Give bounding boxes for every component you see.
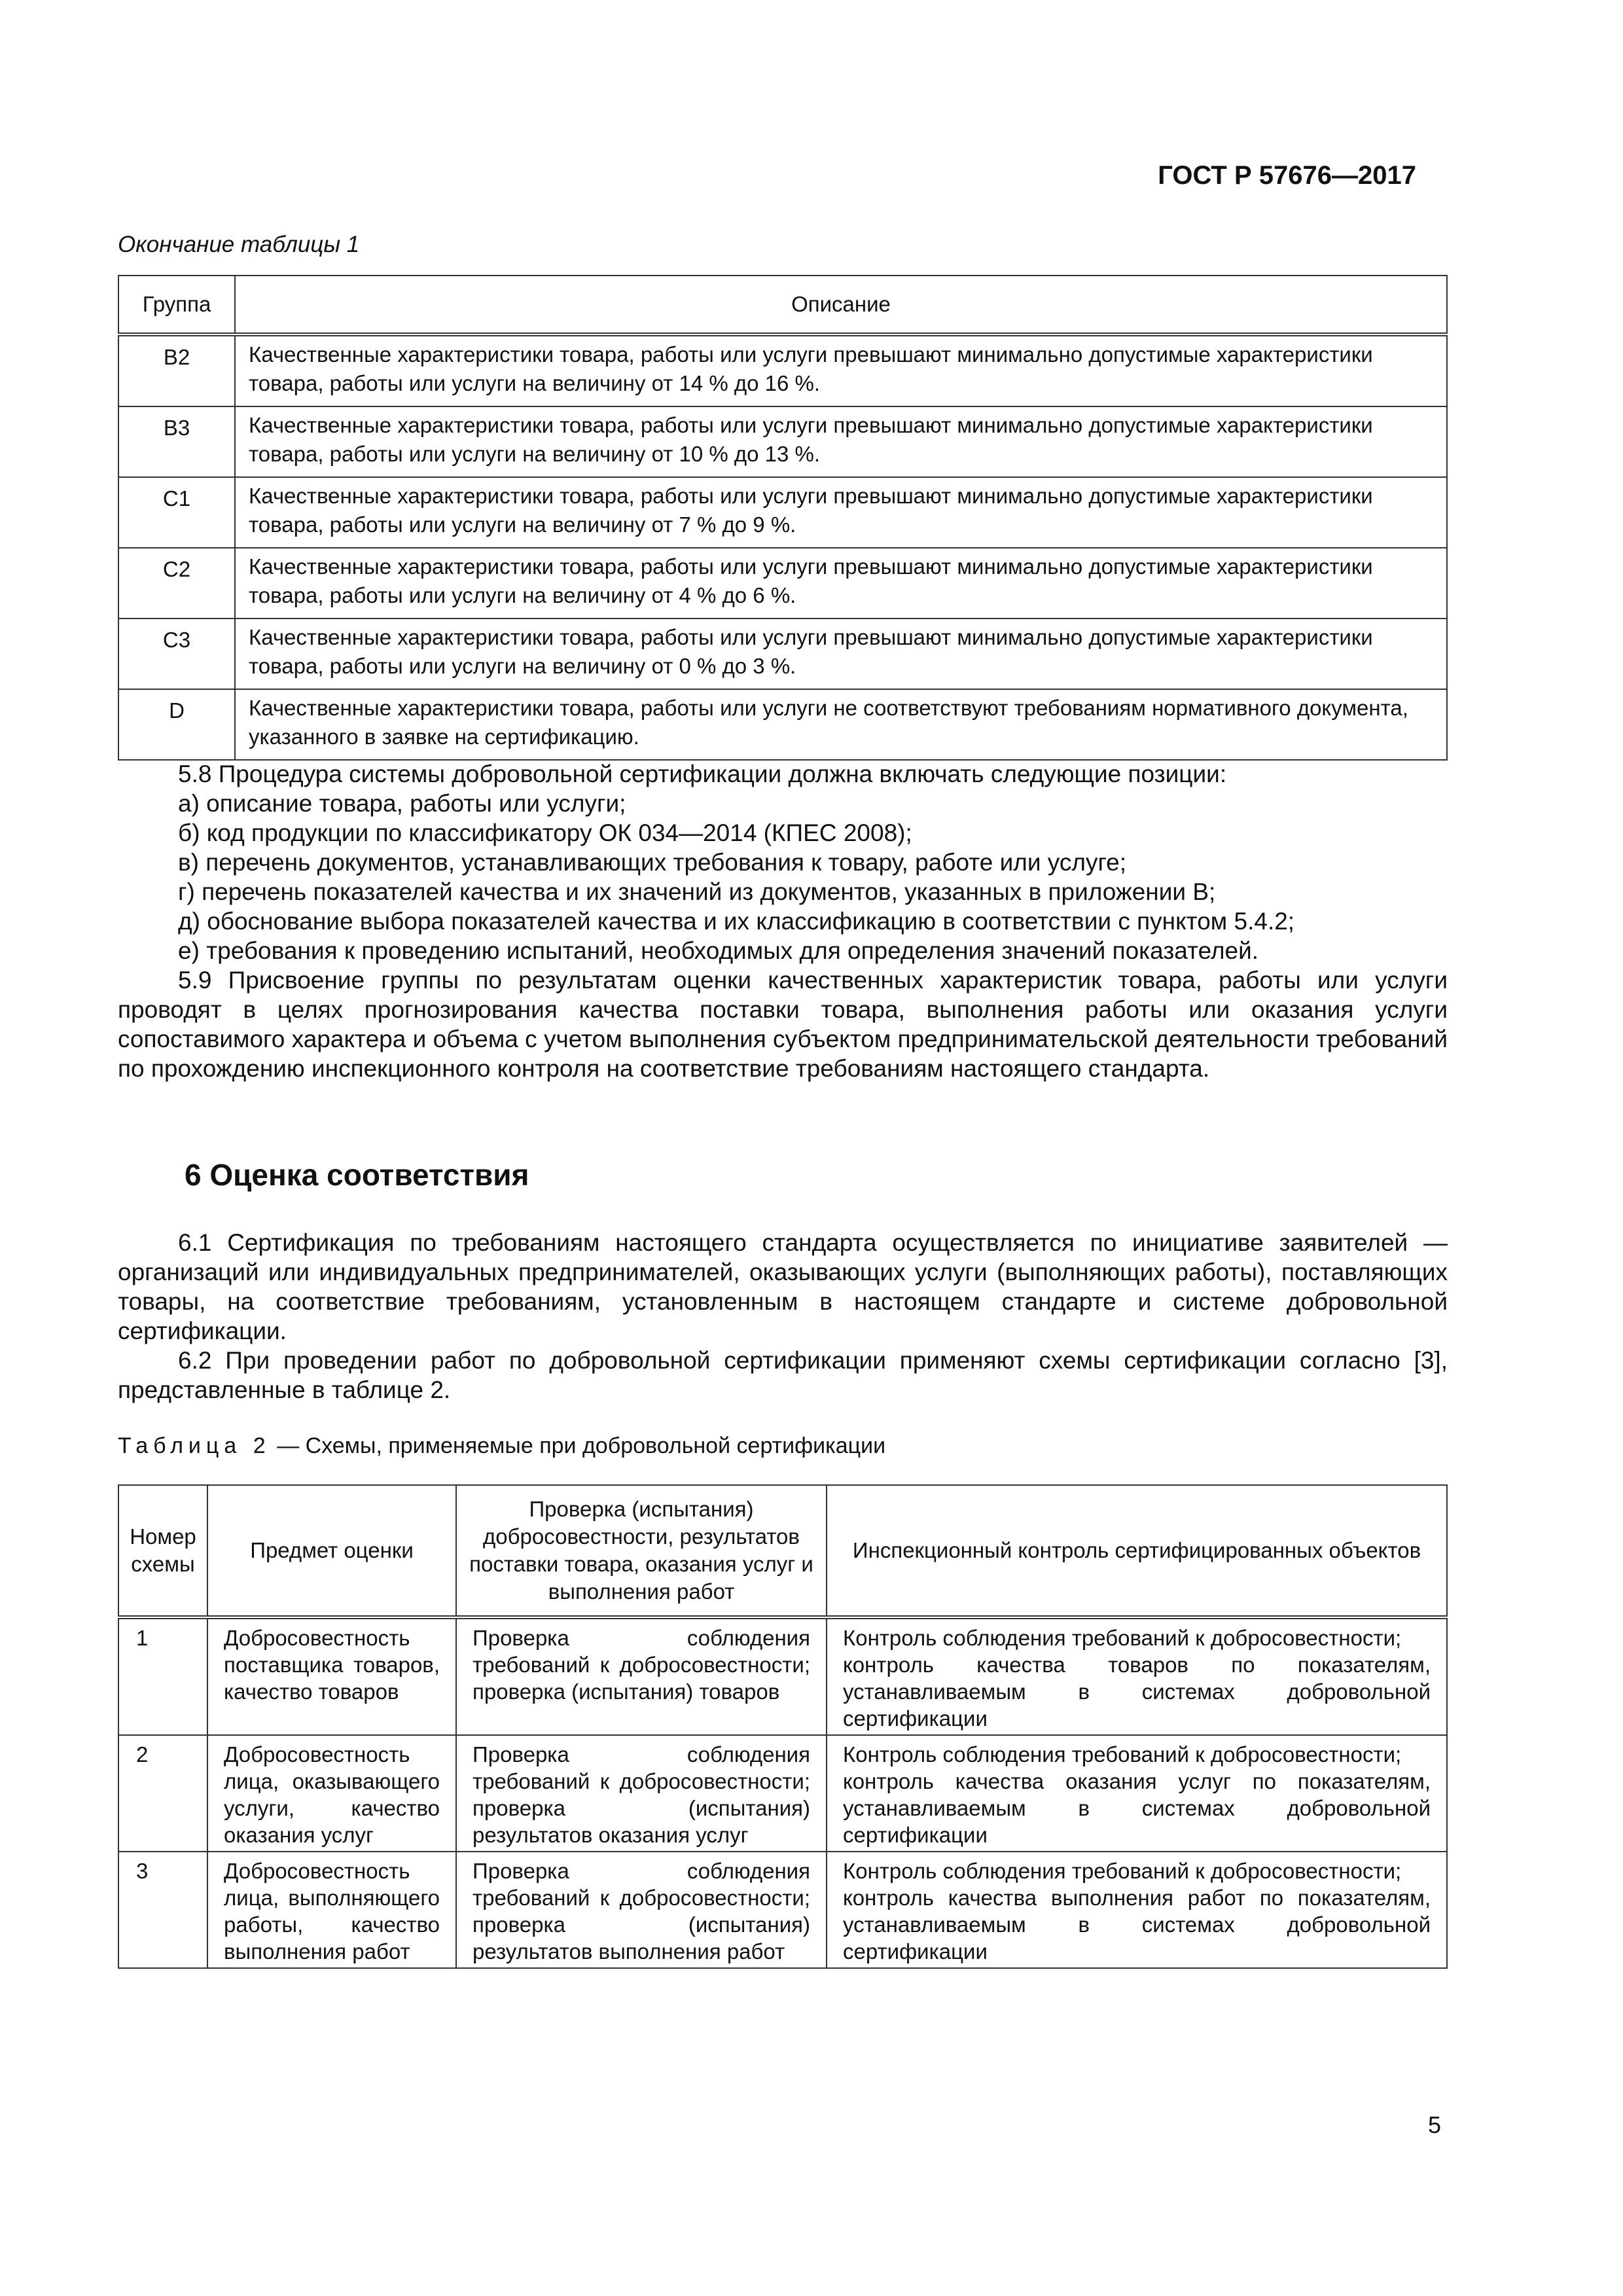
section5-text [118, 759, 1448, 1083]
table-row [118, 334, 1447, 406]
list-item: б) код продукции по классификатору ОК 034—2014 (КПЕС 2008); [178, 819, 912, 846]
table1-description-cell: Качественные характеристики товара, работы или услуги не соответствуют требованиям нормативного документа, указанного в заявке на сертификацию. [235, 689, 1447, 760]
table1-description-cell: Качественные характеристики товара, работы или услуги превышают минимально допустимые характеристики товара, работы или услуги на величину от 14 % до 16 %. [235, 334, 1447, 406]
table-row [118, 1735, 1447, 1852]
table2-caption-label: Таблица 2 [118, 1433, 271, 1458]
table1 [118, 275, 1448, 761]
control-line: Контроль соблюдения требований к добросовестности; [843, 1626, 1402, 1650]
scheme-number-cell: 2 [118, 1735, 207, 1852]
list-item: е) требования к проведению испытаний, необходимых для определения значений показателей. [178, 937, 1259, 964]
table1-continuation-label: Окончание таблицы 1 [118, 232, 360, 257]
table1-group-cell: B3 [118, 406, 235, 477]
table2-caption [118, 1433, 885, 1459]
table1-description-cell: Качественные характеристики товара, работы или услуги превышают минимально допустимые характеристики товара, работы или услуги на величину от 7 % до 9 %. [235, 477, 1447, 548]
control-line: Контроль соблюдения требований к добросовестности; [843, 1742, 1402, 1767]
list-item: г) перечень показателей качества и их значений из документов, указанных в приложении В; [178, 878, 1216, 905]
check-cell: Проверка соблюдения требований к добросовестности; проверка (испытания) результатов выполнения работ [456, 1852, 827, 1968]
table2 [118, 1484, 1448, 1969]
table-row [118, 619, 1447, 689]
table1-description-cell: Качественные характеристики товара, работы или услуги превышают минимально допустимые характеристики товара, работы или услуги на величину от 10 % до 13 %. [235, 406, 1447, 477]
table-row [118, 1852, 1447, 1968]
list-item: в) перечень документов, устанавливающих требования к товару, работе или услуге; [178, 849, 1127, 876]
control-cell [827, 1735, 1447, 1852]
table1-col-group: Группа [118, 276, 235, 334]
table2-header-row [118, 1485, 1447, 1617]
table-row [118, 406, 1447, 477]
paragraph-5-9: 5.9 Присвоение группы по результатам оценки качественных характеристик товара, работы или услуги проводят в целях прогнозирования качества поставки товара, выполнения работы или оказания услуги сопоставимого характера и объема с учетом выполнения субъектом предпринимательской деятельности требований по прохождению инспекционного контроля на соответствие требованиям настоящего стандарта. [118, 967, 1448, 1082]
table1-description-cell: Качественные характеристики товара, работы или услуги превышают минимально допустимые характеристики товара, работы или услуги на величину от 0 % до 3 %. [235, 619, 1447, 689]
document-id: ГОСТ Р 57676—2017 [1158, 161, 1416, 190]
scheme-number-cell: 3 [118, 1852, 207, 1968]
list-item: д) обоснование выбора показателей качества и их классификацию в соответствии с пунктом 5.4.2; [178, 908, 1295, 935]
control-line: контроль качества оказания услуг по показателям, устанавливаемым в системах добровольной сертификации [843, 1769, 1431, 1847]
subject-cell: Добросовестность поставщика товаров, качество товаров [207, 1617, 456, 1735]
table1-group-cell: D [118, 689, 235, 760]
list-item: а) описание товара, работы или услуги; [178, 790, 626, 817]
table-row [118, 477, 1447, 548]
table2-col-check: Проверка (испытания) добросовестности, результатов поставки товара, оказания услуг и выполнения работ [456, 1485, 827, 1617]
subject-cell: Добросовестность лица, оказывающего услуги, качество оказания услуг [207, 1735, 456, 1852]
section6-text [118, 1228, 1448, 1405]
table1-header-row [118, 276, 1447, 334]
table2-col-subject: Предмет оценки [207, 1485, 456, 1617]
table1-group-cell: B2 [118, 334, 235, 406]
scheme-number-cell: 1 [118, 1617, 207, 1735]
section-6-title: 6 Оценка соответствия [185, 1158, 529, 1192]
paragraph-6-1: 6.1 Сертификация по требованиям настоящего стандарта осуществляется по инициативе заявителей — организаций или индивидуальных предпринимателей, оказывающих услуги (выполняющих работы), поставляющих товары, на соответствие требованиям, установленным в настоящем стандарте и системе добровольной сертификации. [118, 1229, 1448, 1344]
table2-col-inspection: Инспекционный контроль сертифицированных объектов [827, 1485, 1447, 1617]
table1-group-cell: C1 [118, 477, 235, 548]
page-number: 5 [1427, 2111, 1441, 2138]
control-line: контроль качества выполнения работ по показателям, устанавливаемым в системах добровольной сертификации [843, 1886, 1431, 1964]
table2-caption-text: — Схемы, применяемые при добровольной сертификации [270, 1433, 886, 1458]
table1-col-description: Описание [235, 276, 1447, 334]
table1-group-cell: C2 [118, 548, 235, 619]
paragraph-5-8: 5.8 Процедура системы добровольной сертификации должна включать следующие позиции: [178, 761, 1227, 787]
table1-group-cell: C3 [118, 619, 235, 689]
check-cell: Проверка соблюдения требований к добросовестности; проверка (испытания) результатов оказания услуг [456, 1735, 827, 1852]
table-row [118, 689, 1447, 760]
procedure-list [118, 789, 1448, 965]
paragraph-6-2: 6.2 При проведении работ по добровольной сертификации применяют схемы сертификации согласно [3], представленные в таблице 2. [118, 1347, 1448, 1403]
table2-col-scheme-number: Номер схемы [118, 1485, 207, 1617]
control-cell [827, 1617, 1447, 1735]
control-line: контроль качества товаров по показателям, устанавливаемым в системах добровольной сертификации [843, 1653, 1431, 1731]
subject-cell: Добросовестность лица, выполняющего работы, качество выполнения работ [207, 1852, 456, 1968]
table-row [118, 548, 1447, 619]
control-cell [827, 1852, 1447, 1968]
table-row [118, 1617, 1447, 1735]
control-line: Контроль соблюдения требований к добросовестности; [843, 1859, 1402, 1883]
check-cell: Проверка соблюдения требований к добросовестности; проверка (испытания) товаров [456, 1617, 827, 1735]
table1-description-cell: Качественные характеристики товара, работы или услуги превышают минимально допустимые характеристики товара, работы или услуги на величину от 4 % до 6 %. [235, 548, 1447, 619]
